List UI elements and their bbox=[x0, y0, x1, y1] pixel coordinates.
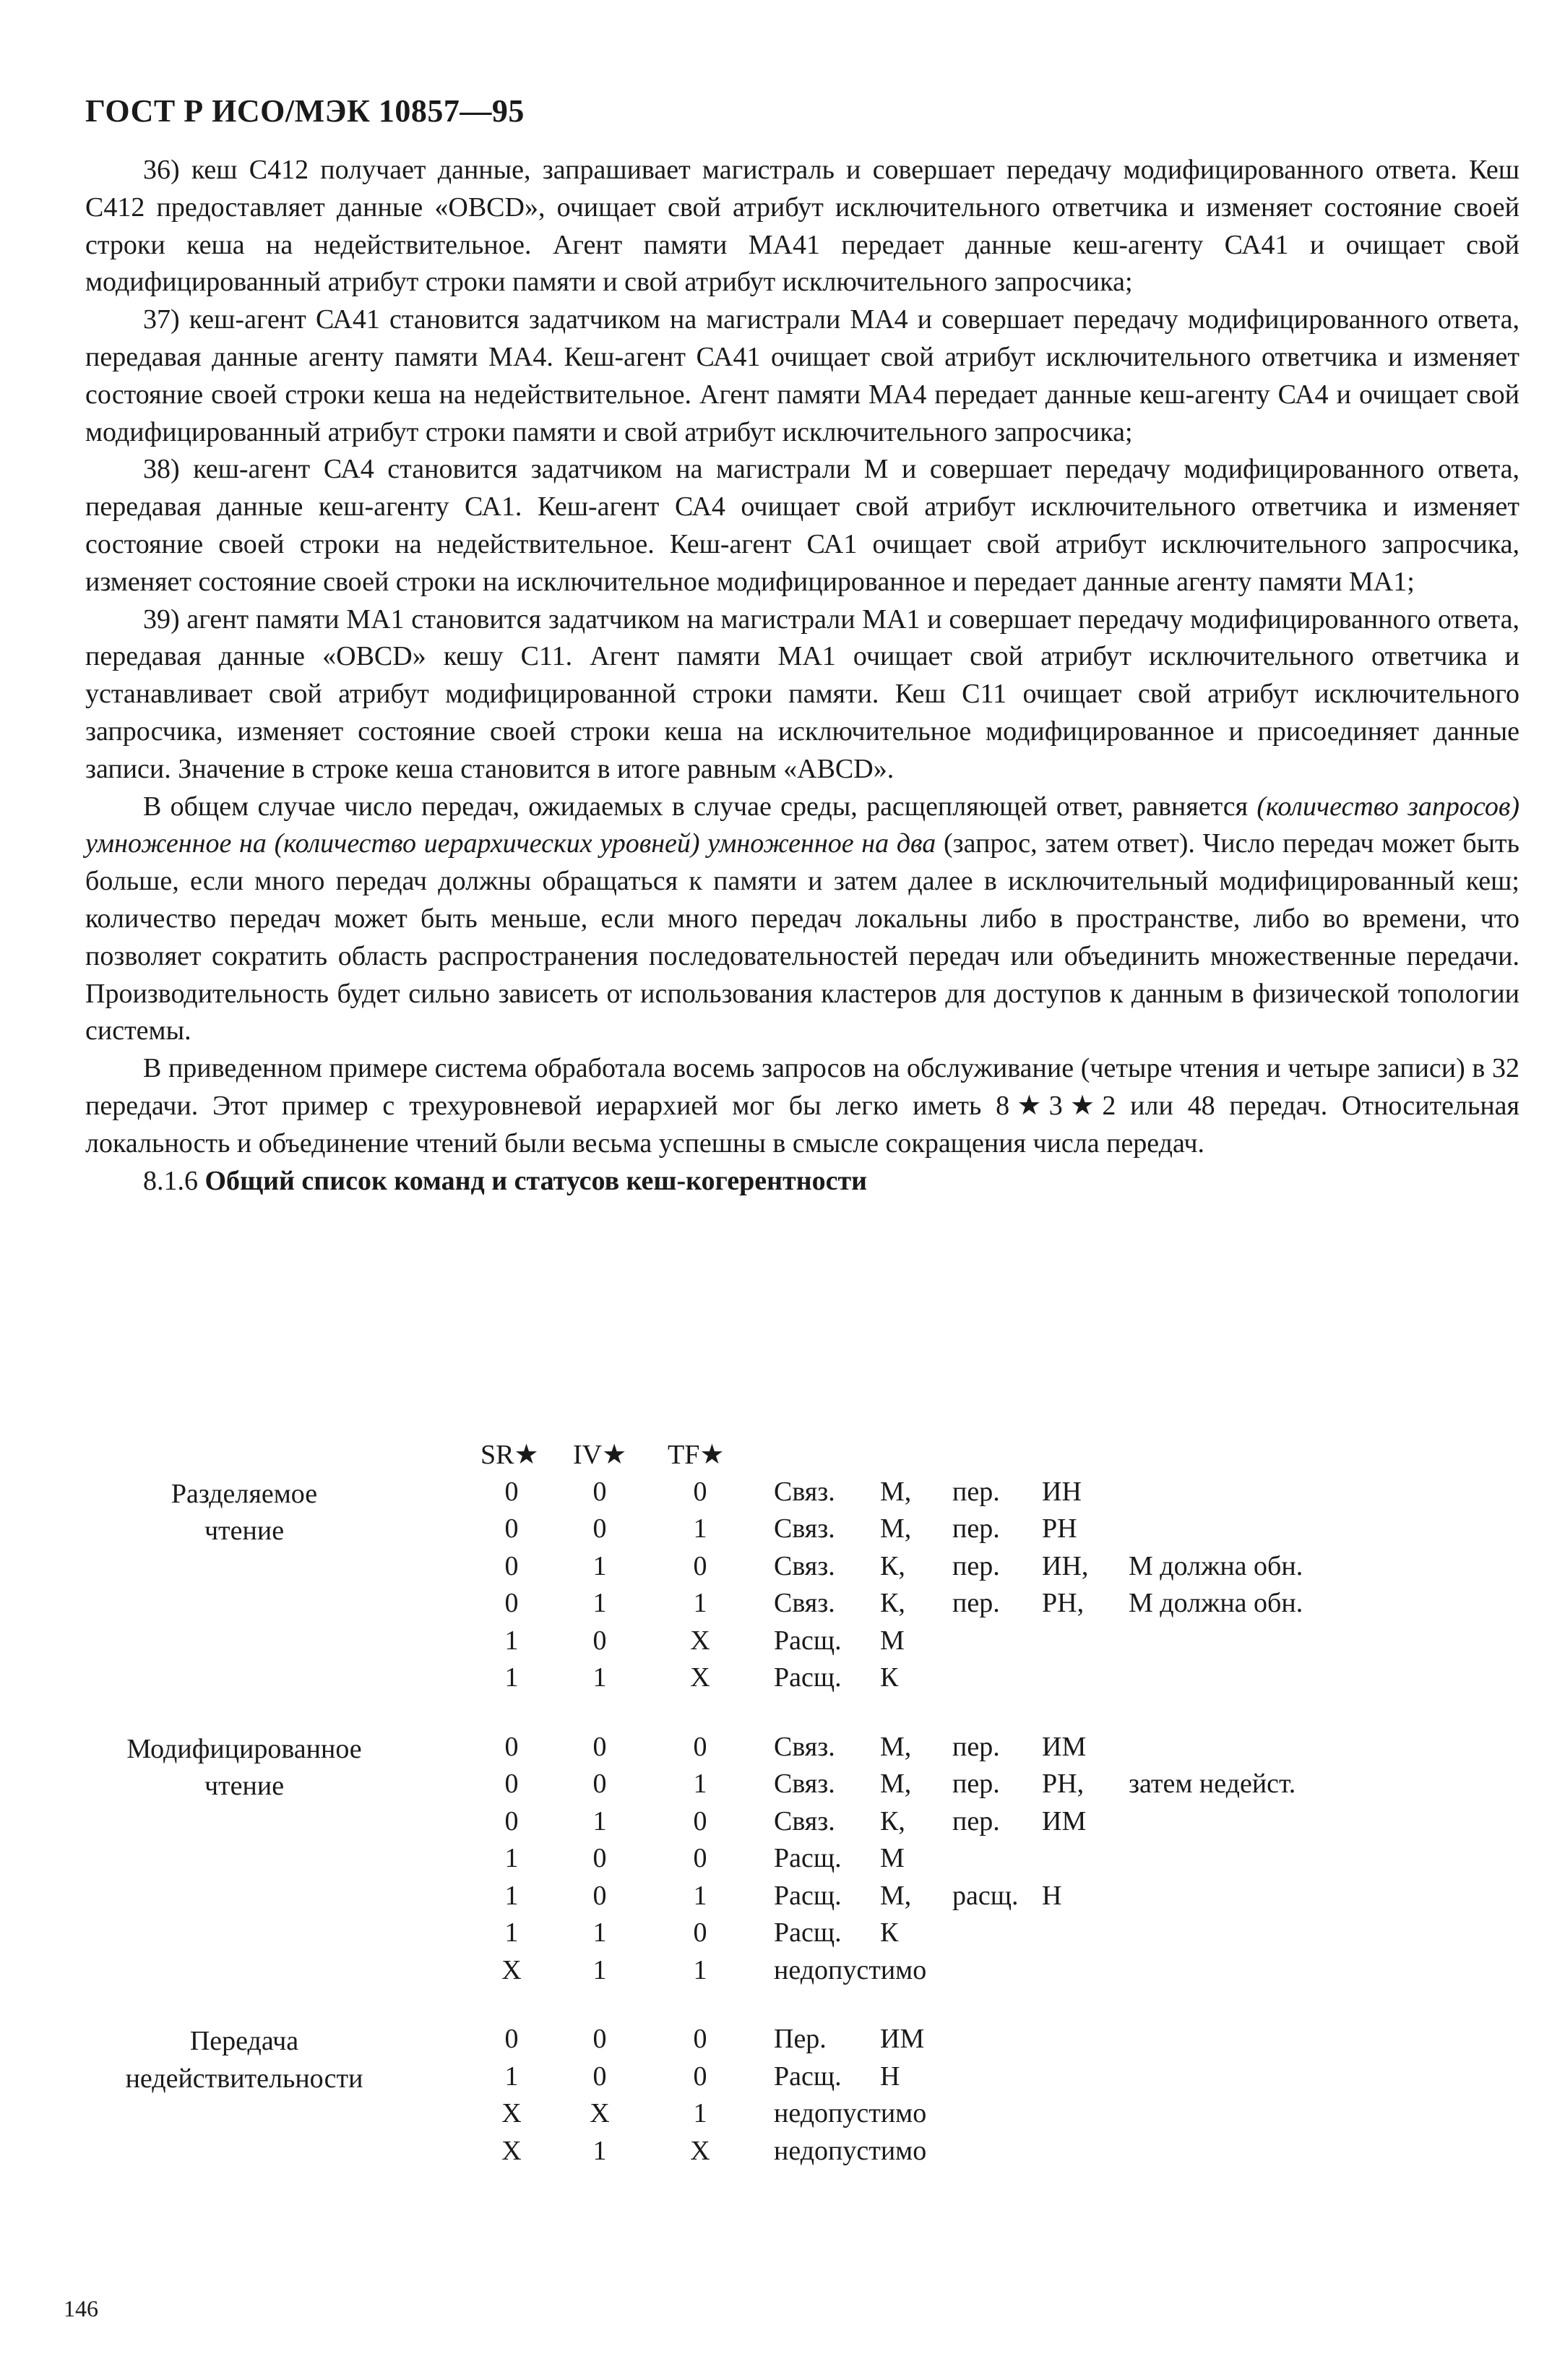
header-tf: TF★ bbox=[668, 1440, 725, 1470]
cell-op: недопустимо bbox=[774, 1954, 927, 1985]
cell-op: Расщ. bbox=[774, 1662, 842, 1693]
cell-tf: 1 bbox=[693, 1588, 707, 1618]
cell-nt: М должна обн. bbox=[1129, 1550, 1303, 1581]
cell-op: Связ. bbox=[774, 1550, 835, 1581]
cell-tf: 0 bbox=[693, 1476, 707, 1507]
table-row bbox=[85, 2097, 1519, 2135]
table-row bbox=[85, 1805, 1519, 1843]
cell-dt: М, bbox=[880, 1513, 912, 1544]
cell-tf: 0 bbox=[693, 1843, 707, 1873]
cell-st: РН bbox=[1042, 1513, 1077, 1544]
table-row bbox=[85, 1731, 1519, 1769]
cell-tf: 0 bbox=[693, 1805, 707, 1836]
cell-nt: затем недейст. bbox=[1129, 1769, 1296, 1799]
table-row bbox=[85, 1768, 1519, 1805]
cell-sr: 0 bbox=[504, 1769, 519, 1799]
command-status-table bbox=[85, 1438, 1519, 2172]
table-row bbox=[85, 1476, 1519, 1513]
cell-pr: пер. bbox=[952, 1476, 1000, 1507]
cell-pr: пер. bbox=[952, 1805, 1000, 1836]
cell-op: Расщ. bbox=[774, 1917, 842, 1948]
cell-dt: К, bbox=[880, 1588, 905, 1618]
paragraph-item-36: 36) кеш С412 получает данные, запрашивает магистраль и совершает передачу модифицированного ответа. Кеш С412 предоставляет данные «OBCD», очищает свой атрибут исключительного ответчика и изменяет состояние своей строки кеша на недействительное. Агент памяти МА41 передает данные кеш-агенту СА41 и очищает свой модифицированный атрибут строки памяти и свой атрибут исключительного запросчика; bbox=[85, 155, 1519, 298]
cell-iv: 1 bbox=[592, 1917, 607, 1948]
cell-dt: К, bbox=[880, 1550, 905, 1581]
cell-pr: пер. bbox=[952, 1769, 1000, 1799]
cell-iv: 1 bbox=[592, 1550, 607, 1581]
table-row bbox=[85, 1917, 1519, 1954]
cell-op: Связ. bbox=[774, 1769, 835, 1799]
cell-nt: М должна обн. bbox=[1129, 1588, 1303, 1618]
table-row bbox=[85, 1625, 1519, 1662]
table-row bbox=[85, 2023, 1519, 2061]
cell-iv: 0 bbox=[592, 1625, 607, 1656]
cell-iv: 1 bbox=[592, 2135, 607, 2166]
cell-dt: К, bbox=[880, 1805, 905, 1836]
cell-sr: X bbox=[501, 1954, 522, 1985]
table-row bbox=[85, 1842, 1519, 1880]
paragraph-item-37: 37) кеш-агент СА41 становится задатчиком на магистрали МА4 и совершает передачу модифицированного ответа, передавая данные агенту памяти МА4. Кеш-агент СА41 очищает свой атрибут исключительного ответчика и изменяет состояние своей строки кеша на недействительное. Агент памяти МА4 передает данные кеш-агенту СА4 и очищает свой модифицированный атрибут строки памяти и свой атрибут исключительного запросчика; bbox=[85, 304, 1519, 447]
cell-iv: 0 bbox=[592, 1769, 607, 1799]
cell-iv: 1 bbox=[592, 1662, 607, 1693]
cell-st: ИН bbox=[1042, 1476, 1082, 1507]
group-label-line1: Модифицированное bbox=[126, 1733, 362, 1764]
cell-op: Расщ. bbox=[774, 1880, 842, 1911]
paragraph-item-39: 39) агент памяти МА1 становится задатчиком на магистрали МА1 и совершает передачу модифицированного ответа, передавая данные «OBCD» кешу С11. Агент памяти МА1 очищает свой атрибут исключительного ответчика и устанавливает свой атрибут модифицированной строки памяти. Кеш С11 очищает свой атрибут исключительного запросчика, изменяет состояние своей строки кеша на исключительное модифицированное и присоединяет данные записи. Значение в строке кеша становится в итоге равным «ABCD». bbox=[85, 603, 1519, 784]
cell-dt: М, bbox=[880, 1731, 912, 1762]
cell-op: Связ. bbox=[774, 1513, 835, 1544]
header-iv: IV★ bbox=[573, 1440, 627, 1470]
cell-dt: К bbox=[880, 1917, 899, 1948]
paragraph-item-38: 38) кеш-агент СА4 становится задатчиком на магистрали М и совершает передачу модифицированного ответа, передавая данные кеш-агенту СА1. Кеш-агент СА4 очищает свой атрибут исключительного ответчика и изменяет состояние своей строки на недействительное. Кеш-агент СА1 очищает свой атрибут исключительного запросчика, изменяет состояние своей строки на исключительное модифицированное и передает данные агенту памяти МА1; bbox=[85, 454, 1519, 597]
cell-sr: 1 bbox=[504, 1880, 519, 1911]
cell-dt: ИМ bbox=[880, 2024, 925, 2054]
cell-st: РН, bbox=[1042, 1769, 1085, 1799]
cell-tf: 0 bbox=[693, 1550, 707, 1581]
document-body bbox=[85, 152, 1519, 1200]
cell-st: ИМ bbox=[1042, 1731, 1087, 1762]
cell-iv: 1 bbox=[592, 1954, 607, 1985]
cell-tf: 1 bbox=[693, 1513, 707, 1544]
section-heading bbox=[85, 1163, 1519, 1200]
cell-sr: 1 bbox=[504, 1662, 519, 1693]
cell-pr: пер. bbox=[952, 1550, 1000, 1581]
table-row bbox=[85, 1513, 1519, 1550]
section-number: 8.1.6 bbox=[143, 1165, 198, 1196]
paragraph-example: В приведенном примере система обработала восемь запросов на обслуживание (четыре чтения и четыре записи) в 32 передачи. Этот пример с трехуровневой иерархией мог бы легко иметь 8★3★2 или 48 передач. Относительная локальность и объединение чтений были весьма успешны в смысле сокращения числа передач. bbox=[85, 1053, 1519, 1159]
cell-sr: 0 bbox=[504, 2024, 519, 2054]
cell-tf: X bbox=[690, 1662, 710, 1693]
section-title: Общий список команд и статусов кеш-когерентности bbox=[204, 1165, 868, 1196]
table-row bbox=[85, 1954, 1519, 1992]
cell-tf: 1 bbox=[693, 1880, 707, 1911]
cell-op: Связ. bbox=[774, 1731, 835, 1762]
cell-sr: 0 bbox=[504, 1588, 519, 1618]
cell-tf: X bbox=[690, 1625, 710, 1656]
paragraph-general bbox=[85, 789, 1519, 1051]
cell-sr: 1 bbox=[504, 1917, 519, 1948]
cell-op: недопустимо bbox=[774, 2135, 927, 2166]
cell-op: Расщ. bbox=[774, 2061, 842, 2092]
cell-iv: 0 bbox=[592, 1880, 607, 1911]
cell-st: РН, bbox=[1042, 1588, 1085, 1618]
table-row bbox=[85, 1550, 1519, 1588]
cell-op: Связ. bbox=[774, 1476, 835, 1507]
cell-sr: 0 bbox=[504, 1805, 519, 1836]
cell-tf: 1 bbox=[693, 1954, 707, 1985]
cell-tf: 0 bbox=[693, 2024, 707, 2054]
cell-dt: М, bbox=[880, 1880, 912, 1911]
cell-tf: 0 bbox=[693, 1917, 707, 1948]
group-modified-read bbox=[85, 1731, 1519, 1992]
cell-tf: X bbox=[690, 2135, 710, 2166]
cell-op: Расщ. bbox=[774, 1625, 842, 1656]
cell-tf: 0 bbox=[693, 2061, 707, 2092]
header-sr: SR★ bbox=[480, 1440, 539, 1470]
cell-sr: 1 bbox=[504, 1843, 519, 1873]
cell-dt: Н bbox=[880, 2061, 900, 2092]
group-label-line2: чтение bbox=[204, 1516, 285, 1546]
cell-pr: пер. bbox=[952, 1588, 1000, 1618]
cell-st: ИН, bbox=[1042, 1550, 1089, 1581]
group-invalidate bbox=[85, 2023, 1519, 2172]
group-label-line2: недействительности bbox=[125, 2063, 363, 2094]
cell-sr: 1 bbox=[504, 1625, 519, 1656]
cell-iv: 0 bbox=[592, 2024, 607, 2054]
cell-dt: К bbox=[880, 1662, 899, 1693]
cell-sr: 0 bbox=[504, 1731, 519, 1762]
general-text-a: В общем случае число передач, ожидаемых в случае среды, расщепляющей ответ, равняется bbox=[143, 791, 1257, 822]
table-row bbox=[85, 1880, 1519, 1917]
cell-tf: 1 bbox=[693, 1769, 707, 1799]
cell-iv: 0 bbox=[592, 2061, 607, 2092]
cell-pr: расщ. bbox=[952, 1880, 1019, 1911]
cell-sr: 0 bbox=[504, 1476, 519, 1507]
cell-op: Связ. bbox=[774, 1588, 835, 1618]
table-row bbox=[85, 2061, 1519, 2098]
cell-st: ИМ bbox=[1042, 1805, 1087, 1836]
cell-tf: 0 bbox=[693, 1731, 707, 1762]
general-formula: (количество запросов) умноженное на (количество иерархических уровней) умноженное на два bbox=[85, 791, 1519, 859]
cell-iv: 0 bbox=[592, 1513, 607, 1544]
cell-op: недопустимо bbox=[774, 2098, 927, 2128]
table-row bbox=[85, 2135, 1519, 2173]
cell-tf: 1 bbox=[693, 2098, 707, 2128]
cell-iv: 0 bbox=[592, 1476, 607, 1507]
cell-dt: М bbox=[880, 1625, 905, 1656]
page-number: 146 bbox=[64, 2295, 98, 2321]
group-shared-read bbox=[85, 1476, 1519, 1699]
cell-st: Н bbox=[1042, 1880, 1062, 1911]
cell-iv: 1 bbox=[592, 1805, 607, 1836]
cell-sr: 0 bbox=[504, 1513, 519, 1544]
cell-op: Пер. bbox=[774, 2024, 827, 2054]
group-label-line1: Передача bbox=[189, 2026, 299, 2056]
cell-sr: X bbox=[501, 2135, 522, 2166]
group-label-line1: Разделяемое bbox=[171, 1478, 318, 1509]
cell-pr: пер. bbox=[952, 1513, 1000, 1544]
cell-pr: пер. bbox=[952, 1731, 1000, 1762]
table-row bbox=[85, 1662, 1519, 1699]
document-header: ГОСТ Р ИСО/МЭК 10857—95 bbox=[85, 93, 525, 129]
table-header-row bbox=[85, 1438, 1519, 1476]
cell-dt: М, bbox=[880, 1476, 912, 1507]
cell-sr: X bbox=[501, 2098, 522, 2128]
group-label-line2: чтение bbox=[204, 1771, 285, 1801]
table-row bbox=[85, 1587, 1519, 1625]
cell-iv: 1 bbox=[592, 1588, 607, 1618]
cell-sr: 1 bbox=[504, 2061, 519, 2092]
cell-iv: 0 bbox=[592, 1731, 607, 1762]
general-text-c: (запрос, затем ответ). Число передач может быть больше, если много передач должны обращаться к памяти и затем далее в исключительный модифицированный кеш; количество передач может быть меньше, если много передач локальны либо в пространстве, либо во времени, что позволяет сократить область распространения последовательностей передач или объединить множественные передачи. Производительность будет сильно зависеть от использования кластеров для доступов к данным в физической топологии системы. bbox=[85, 828, 1519, 1047]
cell-sr: 0 bbox=[504, 1550, 519, 1581]
cell-op: Связ. bbox=[774, 1805, 835, 1836]
cell-dt: М bbox=[880, 1843, 905, 1873]
cell-op: Расщ. bbox=[774, 1843, 842, 1873]
cell-iv: X bbox=[590, 2098, 610, 2128]
cell-dt: М, bbox=[880, 1769, 912, 1799]
cell-iv: 0 bbox=[592, 1843, 607, 1873]
